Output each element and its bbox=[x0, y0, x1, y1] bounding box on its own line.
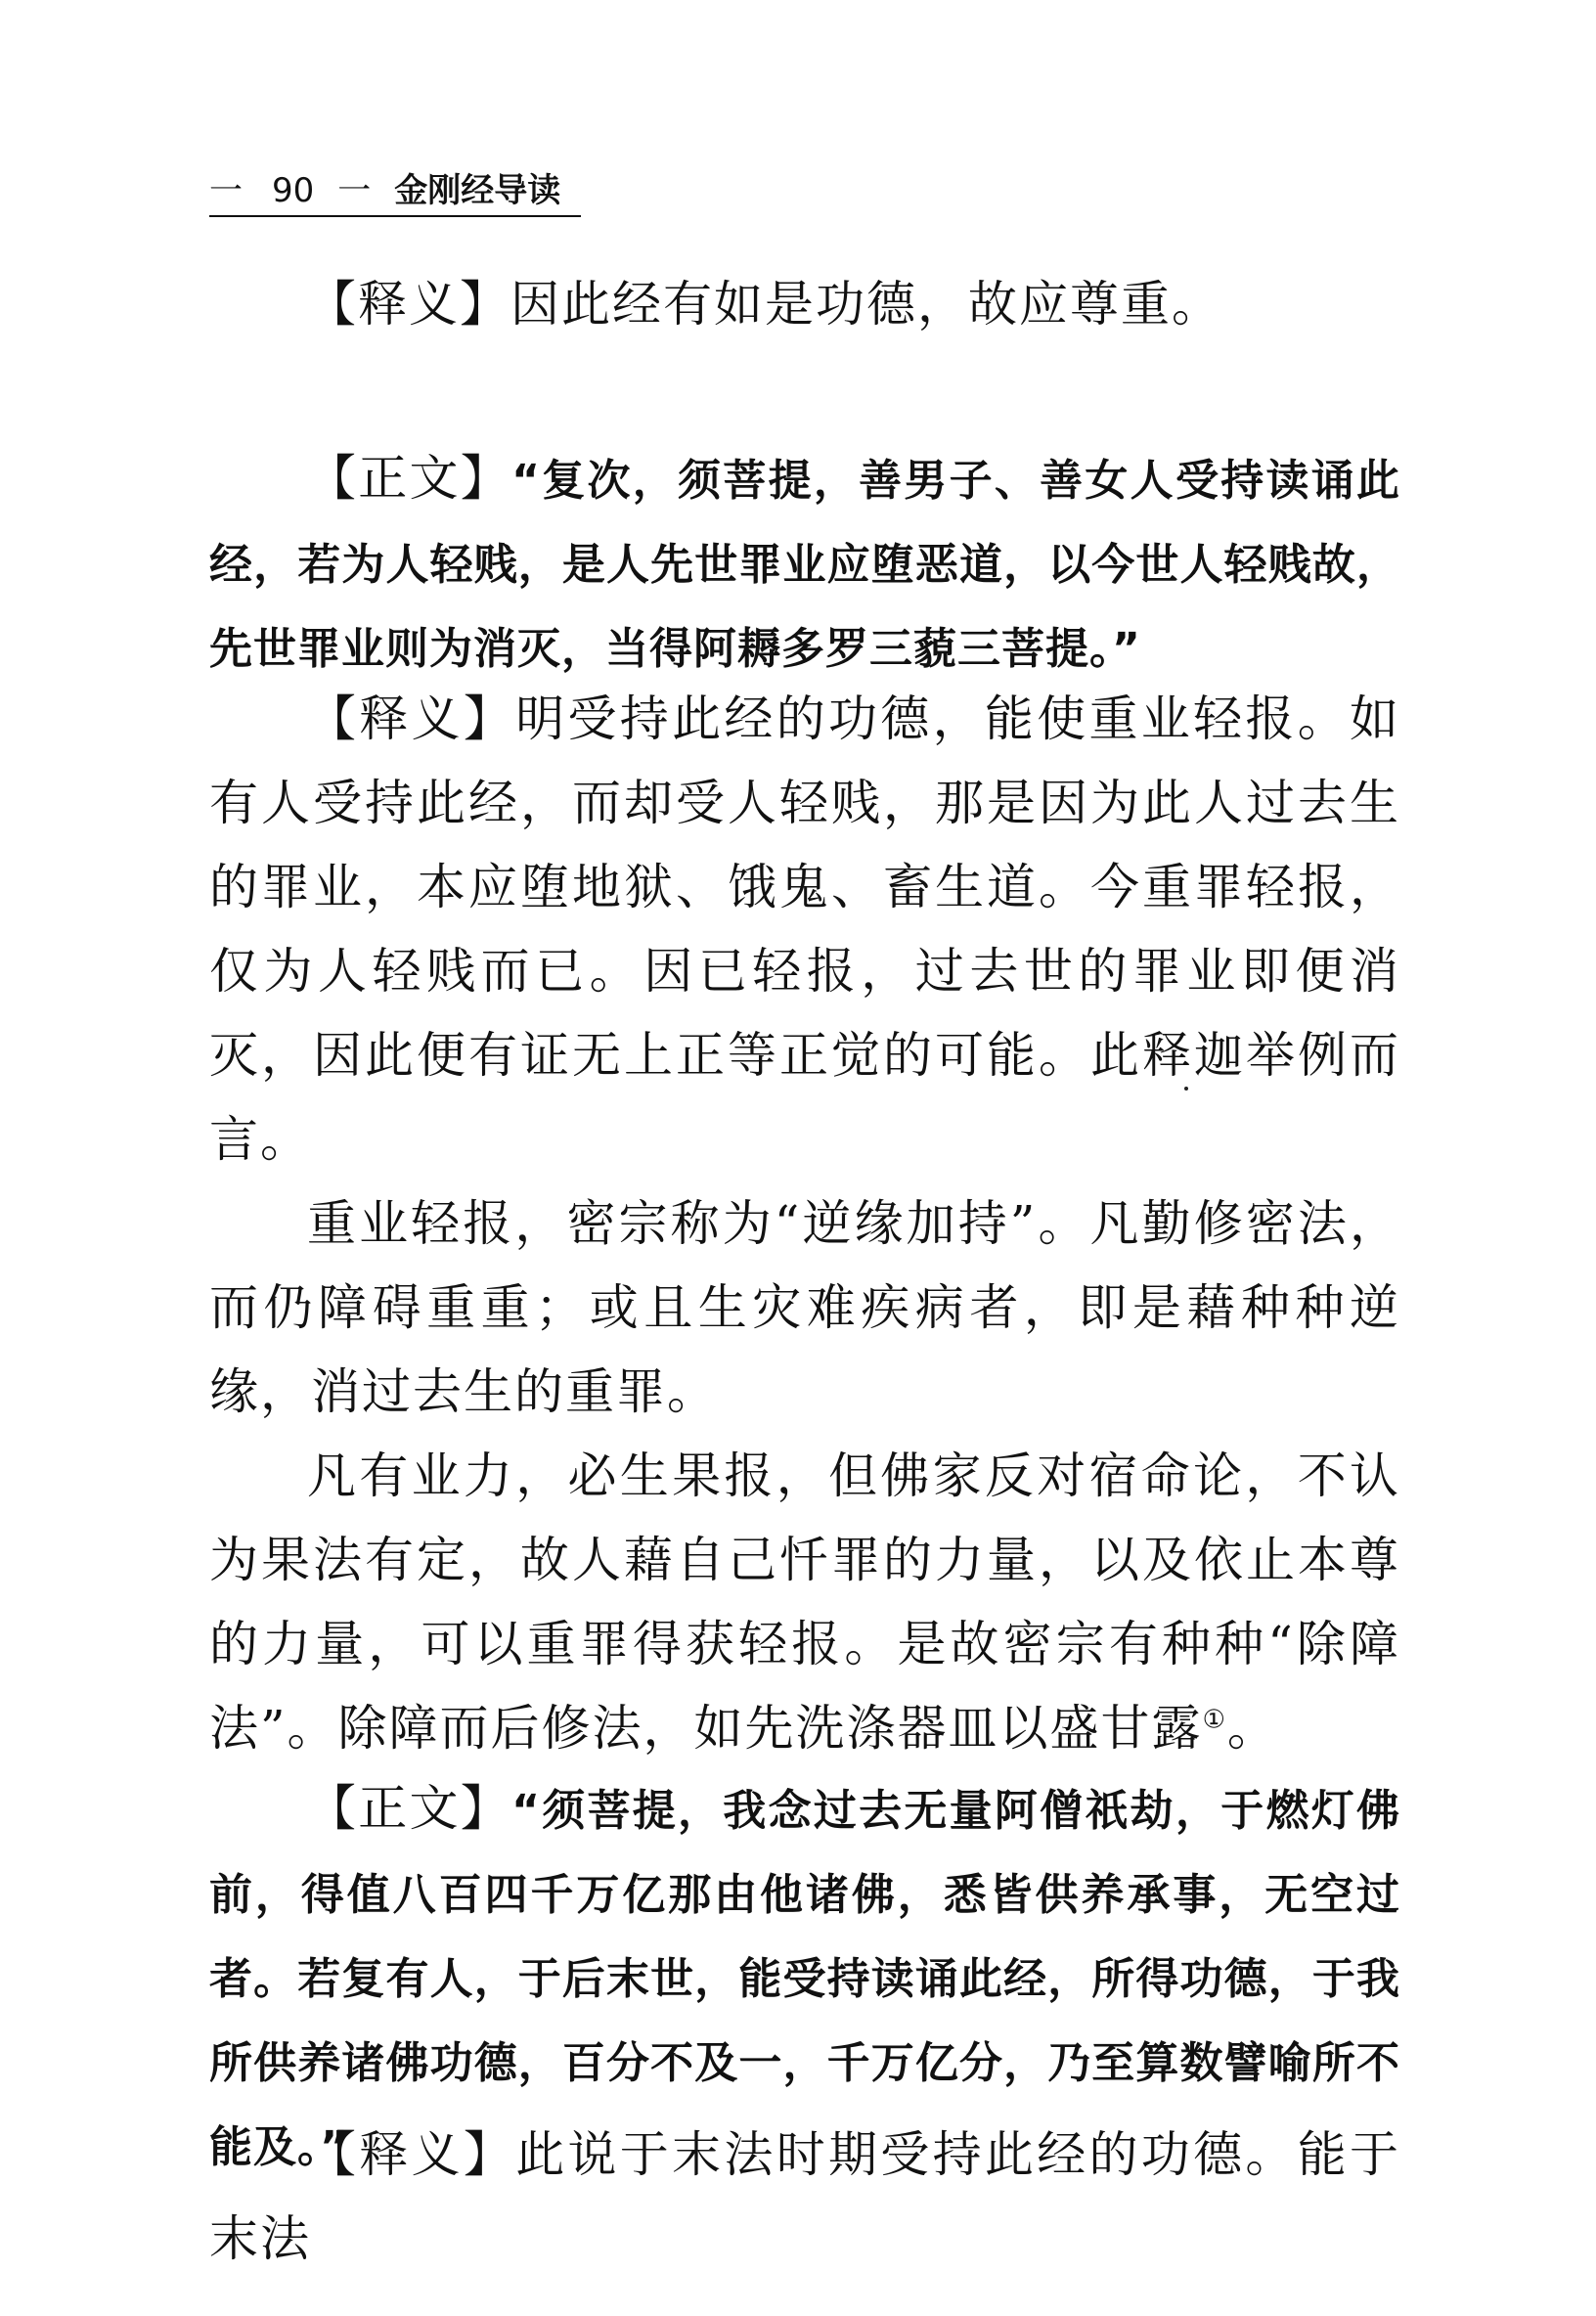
commentary-text: 凡有业力，必生果报，但佛家反对宿命论，不认为果法有定，故人藉自己忏罪的力量，以及依止本尊的力量，可以重罪得获轻报。是故密宗有种种“除障法”。除障而后修法，如先洗涤器皿以盛甘露 bbox=[209, 1448, 1400, 1757]
scripture-tag: 【正文】 bbox=[307, 450, 512, 507]
page-number: 90 bbox=[272, 171, 315, 210]
commentary-text: 此说于末法时期受持此经的功德。能于末法 bbox=[209, 2126, 1401, 2267]
commentary-text: 因此经有如是功德，故应尊重。 bbox=[510, 276, 1222, 333]
commentary-paragraph bbox=[209, 677, 1400, 1181]
commentary-block-3 bbox=[209, 2113, 1400, 2281]
commentary-text: 重业轻报，密宗称为“逆缘加持”。凡勤修密法，而仍障碍重重；或且生灾难疾病者，即是藉种种逆缘，消过去生的重罪。 bbox=[209, 1195, 1400, 1420]
scripture-paragraph bbox=[209, 436, 1400, 691]
footnote-marker[interactable]: ① bbox=[1202, 1705, 1227, 1735]
scripture-text: “复次，须菩提，善男子、善女人受持读诵此经，若为人轻贱，是人先世罪业应堕恶道，以今世人轻贱故，先世罪业则为消灭，当得阿耨多罗三藐三菩提。” bbox=[209, 456, 1400, 674]
commentary-paragraph bbox=[209, 1434, 1400, 1770]
commentary-text-tail: 。 bbox=[1226, 1700, 1278, 1757]
commentary-tag: 【释义】 bbox=[307, 690, 516, 747]
commentary-tag: 【释义】 bbox=[307, 2126, 516, 2183]
header-dash-right: 一 bbox=[337, 171, 372, 210]
commentary-text: 明受持此经的功德，能使重业轻报。如有人受持此经，而却受人轻贱，那是因为此人过去生的罪业，本应堕地狱、饿鬼、畜生道。今重罪轻报，仅为人轻贱而已。因已轻报，过去世的罪业即便消灭，因此便有证无上正等正觉的可能。此释迦举例而言。 bbox=[209, 690, 1401, 1168]
book-title: 金刚经导读 bbox=[394, 171, 561, 210]
commentary-block-1 bbox=[209, 262, 1400, 346]
running-header bbox=[209, 168, 581, 217]
commentary-paragraph bbox=[209, 262, 1400, 346]
print-speck bbox=[1184, 1087, 1188, 1091]
commentary-paragraph bbox=[209, 1181, 1400, 1434]
scripture-text: “须菩提，我念过去无量阿僧祇劫，于燃灯佛前，得值八百四千万亿那由他诸佛，悉皆供养承事，无空过者。若复有人，于后末世，能受持读诵此经，所得功德，于我所供养诸佛功德，百分不及一，千万亿分，乃至算数譬喻所不能及。” bbox=[209, 1786, 1400, 2172]
header-dash-left: 一 bbox=[209, 171, 243, 210]
commentary-block-2 bbox=[209, 677, 1400, 1770]
commentary-paragraph bbox=[209, 2113, 1400, 2281]
scripture-block-1 bbox=[209, 436, 1400, 691]
commentary-tag: 【释义】 bbox=[307, 276, 510, 333]
scripture-tag: 【正文】 bbox=[307, 1780, 512, 1837]
